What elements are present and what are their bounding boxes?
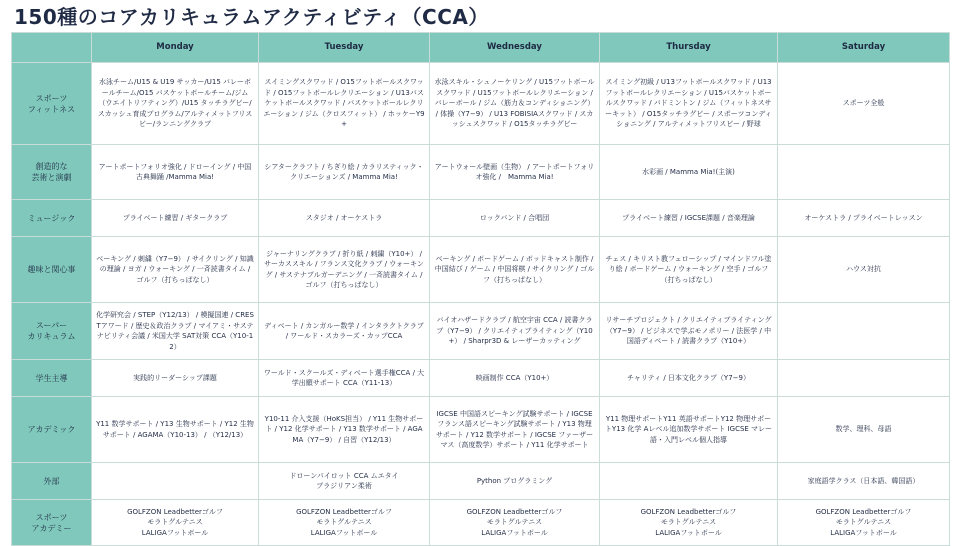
activity-cell-academic-tuesday: Y10-11 介入支援（HoKS担当） / Y11 生物サポート / Y12 化学サポート / Y13 数学サポート / AGAMA（Y7−9） / 自習（Y12/13） xyxy=(259,397,430,463)
activity-cell-sports-fitness-wednesday: 水泳スキル・シュノーケリング / U15フットボールスクワッド / U15フットボールレクリエーション / バレーボール / ジム（筋力＆コンディショニング） / 体操（Y7−9） / U13 FOBISIAスクワッド / スカッシュスクワッド / O15タッチラグビー xyxy=(430,63,600,145)
row-super-curriculum xyxy=(12,303,950,360)
activity-cell-student-led-saturday xyxy=(778,360,950,397)
activity-cell-sports-fitness-tuesday: スイミングスクワッド / O15フットボールスクワッド / O15フットボールレクリエーション / U13バスケットボールスクワッド / バスケットボールレクリエーション / ジム（クロスフィット） / ホッケーY9+ xyxy=(259,63,430,145)
row-music xyxy=(12,200,950,237)
activity-cell-student-led-wednesday: 映画制作 CCA（Y10+） xyxy=(430,360,600,397)
row-student-led xyxy=(12,360,950,397)
activity-cell-sports-fitness-saturday: スポーツ全般 xyxy=(778,63,950,145)
page-title: 150種のコアカリキュラムアクティビティ（CCA） xyxy=(14,5,489,29)
row-creative-arts xyxy=(12,145,950,200)
activity-cell-academic-thursday: Y11 物理サポートY11 英語サポートY12 物理サポートY13 化学 Aレベル追加数学サポート IGCSE マレー語・入門レベル個人指導 xyxy=(600,397,778,463)
activity-cell-music-thursday: プライベート練習 / IGCSE課題 / 音楽理論 xyxy=(600,200,778,237)
activity-cell-sports-academy-saturday: GOLFZON Leadbetterゴルフ モラトグルテニス LALIGAフットボール xyxy=(778,500,950,546)
activity-cell-music-tuesday: スタジオ / オーケストラ xyxy=(259,200,430,237)
activity-cell-sports-academy-wednesday: GOLFZON Leadbetterゴルフ モラトグルテニス LALIGAフットボール xyxy=(430,500,600,546)
category-label-music: ミュージック xyxy=(12,200,92,237)
activity-cell-hobbies-thursday: チェス / キリスト教フェローシップ / マインドフル塗り絵 / ボードゲーム / ウォーキング / 空手 / ゴルフ（打ちっぱなし） xyxy=(600,237,778,303)
activity-cell-sports-fitness-thursday: スイミング初級 / U13フットボールスクワッド / U13フットボールレクリエーション / U15バスケットボールスクワッド / バドミントン / ジム（フィットネスサーキット） / O15タッチラグビー / スポーツコンディショニング / アルティメットフリスビー / 野球 xyxy=(600,63,778,145)
activity-cell-external-thursday xyxy=(600,463,778,500)
activity-cell-academic-saturday: 数学、理科、母語 xyxy=(778,397,950,463)
activity-cell-academic-wednesday: IGCSE 中国語スピーキング試験サポート / IGCSE フランス語スピーキング試験サポート / Y13 物理サポート / Y12 数学サポート / IGCSE ファーザーマス（高度数学）サポート / Y11 化学サポート xyxy=(430,397,600,463)
activity-cell-hobbies-wednesday: ベーキング / ボードゲーム / ボッドキャスト制作 / 中国結び / ゲーム / 中国将棋 / サイクリング / ゴルフ（打ちっぱなし） xyxy=(430,237,600,303)
activity-cell-student-led-thursday: チャリティ / 日本文化クラブ（Y7−9） xyxy=(600,360,778,397)
activity-cell-creative-arts-thursday: 水彩画 / Mamma Mia!(主演) xyxy=(600,145,778,200)
activity-cell-music-saturday: オーケストラ / プライベートレッスン xyxy=(778,200,950,237)
activity-cell-creative-arts-monday: アートポートフォリオ強化 / ドローイング / 中国古典舞踊 /Mamma Mia! xyxy=(92,145,259,200)
activity-cell-music-wednesday: ロックバンド / 合唱団 xyxy=(430,200,600,237)
activity-cell-external-monday xyxy=(92,463,259,500)
day-header-thursday: Thursday xyxy=(600,33,778,63)
category-label-external: 外部 xyxy=(12,463,92,500)
header-row xyxy=(12,33,950,63)
category-label-super-curriculum: スーパー カリキュラム xyxy=(12,303,92,360)
row-hobbies xyxy=(12,237,950,303)
day-header-monday: Monday xyxy=(92,33,259,63)
category-label-sports-academy: スポーツ アカデミー xyxy=(12,500,92,546)
activity-cell-hobbies-tuesday: ジャーナリングクラブ / 折り紙 / 刺繍（Y10+） / サーカススキル / フランス文化クラブ / ウォーキング / サステナブルガーデニング / 一斉読書タイム / ゴルフ（打ちっぱなし） xyxy=(259,237,430,303)
cca-schedule-table xyxy=(11,32,950,546)
activity-cell-sports-fitness-monday: 水泳チーム/U15 & U19 サッカー/U15 バレーボールチーム/O15 バスケットボールチーム/ジム（ウエイトリフティング）/U15 タッチラグビー/スカッシュ育成プログラム/アルティメットフリスビー/ランニングクラブ xyxy=(92,63,259,145)
row-sports-academy xyxy=(12,500,950,546)
activity-cell-sports-academy-monday: GOLFZON Leadbetterゴルフ モラトグルテニス LALIGAフットボール xyxy=(92,500,259,546)
activity-cell-academic-monday: Y11 数学サポート / Y13 生物サポート / Y12 生物サポート / AGAMA（Y10-13） / （Y12/13） xyxy=(92,397,259,463)
activity-cell-hobbies-monday: ベーキング / 刺繍（Y7−9） / サイクリング / 知識の理論 / ヨガ / ウォーキング / 一斉読書タイム / ゴルフ（打ちっぱなし） xyxy=(92,237,259,303)
activity-cell-hobbies-saturday: ハウス対抗 xyxy=(778,237,950,303)
activity-cell-student-led-tuesday: ワールド・スクールズ・ディベート選手権CCA / 大学出願サポート CCA（Y11-13） xyxy=(259,360,430,397)
activity-cell-super-curriculum-saturday xyxy=(778,303,950,360)
activity-cell-sports-academy-tuesday: GOLFZON Leadbetterゴルフ モラトグルテニス LALIGAフットボール xyxy=(259,500,430,546)
activity-cell-external-wednesday: Python プログラミング xyxy=(430,463,600,500)
row-academic xyxy=(12,397,950,463)
activity-cell-student-led-monday: 実践的リーダーシップ課題 xyxy=(92,360,259,397)
category-label-academic: アカデミック xyxy=(12,397,92,463)
category-label-sports-fitness: スポーツ フィットネス xyxy=(12,63,92,145)
activity-cell-super-curriculum-monday: 化学研究会 / STEP（Y12/13） / 模擬国連 / CRESTアワード / 歴史＆政治クラブ / マイアミ・サステナビリティ会議 / 米国大学 SAT対策 CCA（Y10-12） xyxy=(92,303,259,360)
activity-cell-music-monday: プライベート練習 / ギタークラブ xyxy=(92,200,259,237)
corner-cell xyxy=(12,33,92,63)
day-header-tuesday: Tuesday xyxy=(259,33,430,63)
activity-cell-super-curriculum-tuesday: ディベート / カンガルー数学 / インタラクトクラブ / ワールド・スカラーズ・カップCCA xyxy=(259,303,430,360)
activity-cell-creative-arts-saturday xyxy=(778,145,950,200)
category-label-creative-arts: 創造的な 芸術と演劇 xyxy=(12,145,92,200)
day-header-wednesday: Wednesday xyxy=(430,33,600,63)
row-sports-fitness xyxy=(12,63,950,145)
activity-cell-creative-arts-tuesday: シアタークラフト / ちぎり絵 / カラリスティック・クリエーションズ / Mamma Mia! xyxy=(259,145,430,200)
activity-cell-super-curriculum-wednesday: バイオハザードクラブ / 航空宇宙 CCA / 読書クラブ（Y7−9） / クリエイティブライティング（Y10+） / Sharpr3D & レーザーカッティング xyxy=(430,303,600,360)
activity-cell-creative-arts-wednesday: アートウォール壁画（生物） / アートポートフォリオ強化 / Mamma Mia! xyxy=(430,145,600,200)
activity-cell-sports-academy-thursday: GOLFZON Leadbetterゴルフ モラトグルテニス LALIGAフットボール xyxy=(600,500,778,546)
category-label-student-led: 学生主導 xyxy=(12,360,92,397)
row-external xyxy=(12,463,950,500)
day-header-saturday: Saturday xyxy=(778,33,950,63)
activity-cell-external-tuesday: ドローンパイロット CCA ムエタイ ブラジリアン柔術 xyxy=(259,463,430,500)
category-label-hobbies: 趣味と関心事 xyxy=(12,237,92,303)
activity-cell-external-saturday: 家庭語学クラス（日本語、韓国語） xyxy=(778,463,950,500)
activity-cell-super-curriculum-thursday: リサーチプロジェクト / クリエイティブライティング（Y7−9） / ビジネスで学ぶモノポリー / 法医学 / 中国語ディベート / 読書クラブ（Y10+） xyxy=(600,303,778,360)
